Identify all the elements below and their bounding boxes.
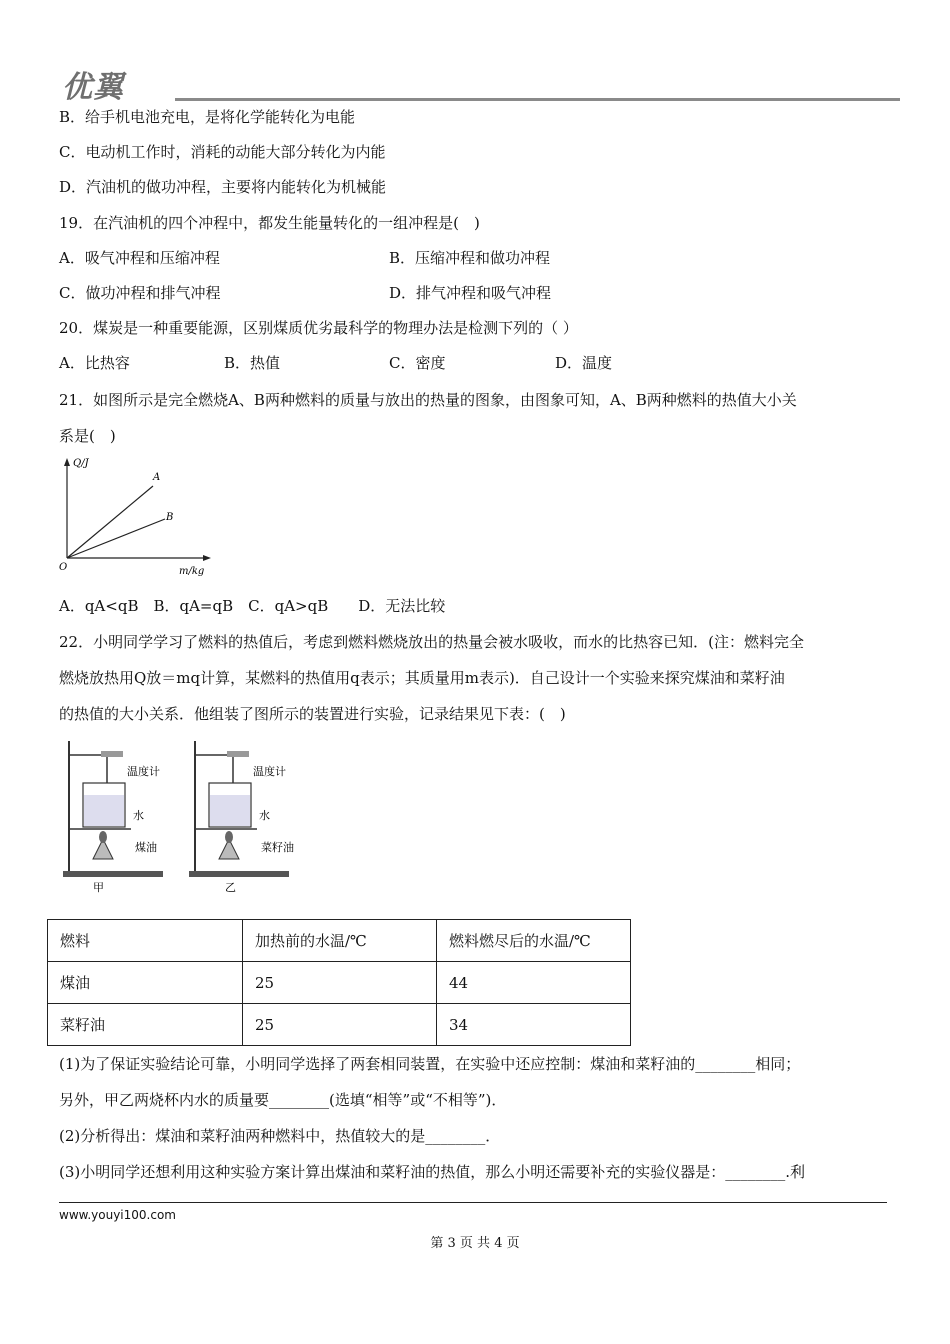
q22-stem-line2: 燃烧放热用Q放＝mq计算，某燃料的热值用q表示；其质量用m表示)．自己设计一个实验来探究煤油和菜籽油 bbox=[59, 669, 785, 687]
q19-option-d: D．排气冲程和吸气冲程 bbox=[389, 284, 552, 302]
table-header-cell: 燃料 bbox=[48, 920, 243, 962]
q19-option-c: C．做功冲程和排气冲程 bbox=[59, 284, 221, 302]
base-right bbox=[189, 871, 289, 877]
table-header-cell: 燃料燃尽后的水温/℃ bbox=[437, 920, 631, 962]
q20-option-d: D．温度 bbox=[555, 354, 613, 372]
q22-part1-line1: (1)为了保证实验结论可靠，小明同学选择了两套相同装置，在实验中还应控制：煤油和菜籽油的________相同； bbox=[59, 1055, 801, 1073]
table-cell: 菜籽油 bbox=[48, 1004, 243, 1046]
origin-label: O bbox=[59, 562, 68, 573]
results-table bbox=[47, 919, 631, 1046]
q18-option-d: D．汽油机的做功冲程，主要将内能转化为机械能 bbox=[59, 178, 387, 196]
q22-part2: (2)分析得出：煤油和菜籽油两种燃料中，热值较大的是________． bbox=[59, 1127, 501, 1145]
line-a-label: A bbox=[153, 472, 161, 483]
q19-option-b: B．压缩冲程和做功冲程 bbox=[389, 249, 551, 267]
line-b-label: B bbox=[166, 512, 174, 523]
q22-part3: (3)小明同学还想利用这种实验方案计算出煤油和菜籽油的热值，那么小明还需要补充的实验仪器是：________.利 bbox=[59, 1163, 806, 1181]
table-row bbox=[48, 962, 631, 1004]
q21-stem-line2: 系是( ) bbox=[59, 427, 116, 445]
table-cell: 煤油 bbox=[48, 962, 243, 1004]
fuel-label-right: 菜籽油 bbox=[261, 842, 294, 854]
q20-option-c: C．密度 bbox=[389, 354, 446, 372]
caption-right: 乙 bbox=[225, 882, 236, 894]
fuel-label-left: 煤油 bbox=[135, 842, 157, 854]
y-axis-arrow bbox=[64, 458, 70, 466]
q19-option-a: A．吸气冲程和压缩冲程 bbox=[59, 249, 220, 267]
header-rule bbox=[175, 98, 900, 101]
apparatus-left bbox=[63, 741, 163, 894]
q22-stem-line1: 22．小明同学学习了燃料的热值后，考虑到燃料燃烧放出的热量会被水吸收，而水的比热容已知．(注：燃料完全 bbox=[59, 633, 804, 651]
table-row bbox=[48, 1004, 631, 1046]
thermometer-label-left: 温度计 bbox=[127, 766, 160, 778]
q20-stem: 20．煤炭是一种重要能源，区别煤质优劣最科学的物理办法是检测下列的（ ） bbox=[59, 319, 578, 337]
thermometer-label-right: 温度计 bbox=[253, 766, 286, 778]
q21-stem-line1: 21．如图所示是完全燃烧A、B两种燃料的质量与放出的热量的图象，由图象可知，A、B两种燃料的热值大小关 bbox=[59, 391, 797, 409]
q18-option-b: B．给手机电池充电，是将化学能转化为电能 bbox=[59, 108, 356, 126]
water-label-left: 水 bbox=[133, 810, 144, 822]
footer-rule bbox=[59, 1202, 887, 1203]
table-cell: 34 bbox=[437, 1004, 631, 1046]
x-axis-label: m/kg bbox=[179, 566, 205, 577]
q21-options: A．qA<qB B．qA=qB C．qA>qB D．无法比较 bbox=[59, 597, 446, 615]
q20-option-b: B．热值 bbox=[224, 354, 281, 372]
y-axis-label: Q/J bbox=[73, 458, 89, 469]
table-cell: 25 bbox=[243, 1004, 437, 1046]
footer-url: www.youyi100.com bbox=[59, 1208, 176, 1222]
table-cell: 25 bbox=[243, 962, 437, 1004]
apparatus-figure bbox=[55, 733, 315, 895]
line-a bbox=[67, 486, 153, 558]
logo: 优翼 bbox=[62, 70, 124, 105]
caption-left: 甲 bbox=[93, 882, 104, 894]
table-cell: 44 bbox=[437, 962, 631, 1004]
q22-part1-line2: 另外，甲乙两烧杯内水的质量要________(选填“相等”或“不相等”)． bbox=[59, 1091, 507, 1109]
water-label-right: 水 bbox=[259, 810, 270, 822]
line-b bbox=[67, 519, 165, 558]
base-left bbox=[63, 871, 163, 877]
q19-stem: 19．在汽油机的四个冲程中，都发生能量转化的一组冲程是( ) bbox=[59, 214, 480, 232]
apparatus-right bbox=[189, 741, 294, 894]
table-header-cell: 加热前的水温/℃ bbox=[243, 920, 437, 962]
x-axis-arrow bbox=[203, 555, 211, 561]
table-header-row bbox=[48, 920, 631, 962]
page-number: 第 3 页 共 4 页 bbox=[430, 1236, 520, 1251]
q18-option-c: C．电动机工作时，消耗的动能大部分转化为内能 bbox=[59, 143, 386, 161]
q20-option-a: A．比热容 bbox=[59, 354, 130, 372]
q22-stem-line3: 的热值的大小关系．他组装了图所示的装置进行实验，记录结果见下表：( ) bbox=[59, 705, 566, 723]
q21-graph bbox=[55, 452, 220, 580]
